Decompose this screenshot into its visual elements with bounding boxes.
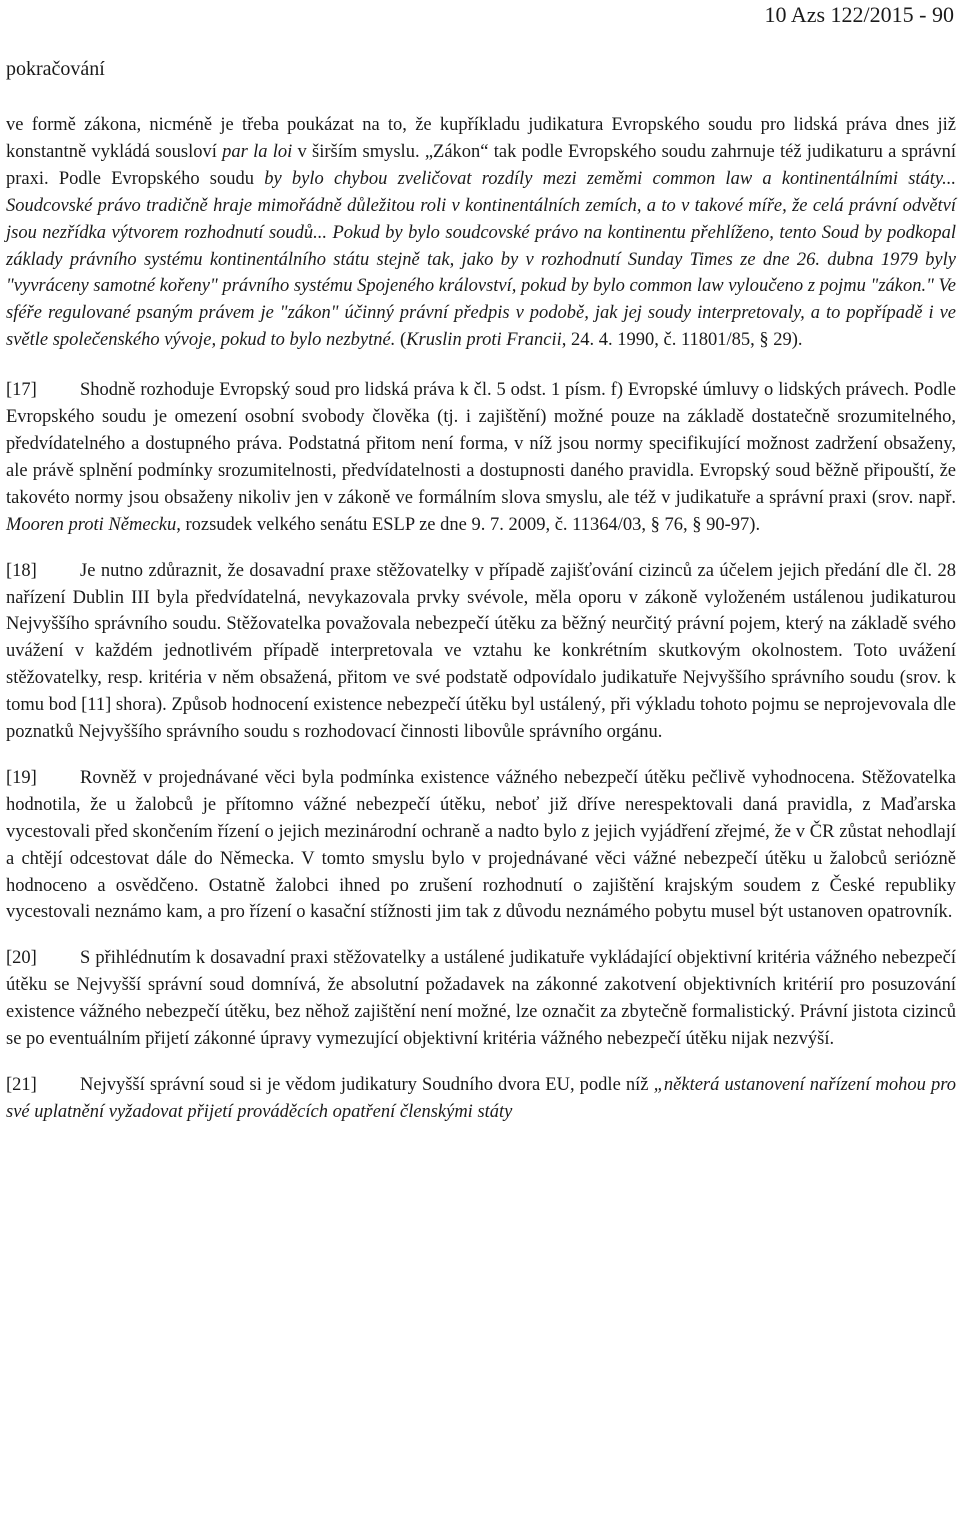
paragraph-text: Rovněž v projednávané věci byla podmínka existence vážného nebezpečí útěku pečlivě vyhodnocena. Stěžovatelka hodnotila, že u žalobců je přítomno vážné nebezpečí útěku, neboť již dříve nerespektovali daná pravidla, z Maďarska vycestovali před skončením řízení o jejich mezinárodní ochraně a nadto bylo z jejich vyjádření zřejmé, že v ČR zůstat nehodlají a chtějí odcestovat dále do Německa. V tomto smyslu bylo v projednávané věci vážné nebezpečí útěku u žalobců seriózně hodnoceno a osvědčeno. Ostatně žalobci ihned po zrušení rozhodnutí o zajištění krajským soudem z České republiky vycestovali neznámo kam, a pro řízení o kasační stížnosti jim tak z důvodu neznámého pobytu musel být ustanoven opatrovník.	[6, 767, 956, 923]
paragraph-number: [18]	[6, 560, 37, 581]
paragraph-text: S přihlédnutím k dosavadní praxi stěžovatelky a ustálené judikatuře vykládající objektivní kritéria vážného nebezpečí útěku se Nejvyšší správní soud domnívá, že absolutní požadavek na zákonné zakotvení objektivních kritérií pro posuzování existence vážného nebezpečí útěku, bez něhož zajištění není možné, lze označit za zbytečně formalistický. Právní jistota cizinců se po eventuálním přijetí zákonné úpravy vymezující objektivní kritéria vážného nebezpečí útěku nijak nezvýší.	[6, 948, 956, 1050]
paragraph-16-continued	[6, 112, 956, 354]
text-run: ve formě zákona, nicméně je třeba poukázat na to, že kupříkladu judikatura Evropského soudu pro lidská práva dnes již konstantně vykládá sousloví	[6, 115, 956, 162]
text-run: , rozsudek velkého senátu ESLP ze dne 9. 7. 2009, č. 11364/03, § 76, § 90-97).	[176, 514, 761, 535]
paragraph-19	[6, 765, 956, 926]
text-run: v širším smyslu. „Zákon“ tak podle Evropského soudu zahrnuje též judikaturu a správní praxi. Podle Evropského soudu	[6, 141, 956, 189]
text-run: (	[395, 330, 407, 351]
case-name-italic: Mooren proti Německu	[6, 514, 177, 535]
text-run: , 24. 4. 1990, č. 11801/85, § 29).	[561, 330, 803, 351]
text-run: Shodně rozhoduje Evropský soud pro lidská práva k čl. 5 odst. 1 písm. f) Evropské úmluvy o lidských právech. Podle Evropského soudu je omezení osobní svobody člověka (tj. i zajištění) možné pouze na základě dostatečně srozumitelného, předvídatelného a dostupného práva. Podstatná přitom není forma, v níž jsou normy specifikující možnost zadržení obsaženy, ale právě splnění podmínky srozumitelnosti, předvídatelnosti a dostupnosti daného pravidla. Evropský soud běžně připouští, že takovéto normy jsou obsaženy nikoliv jen v zákoně ve formálním slova smyslu, ale též v judikatuře a správní praxi (srov. např.	[6, 380, 956, 508]
document-body	[6, 112, 956, 1145]
case-name-italic: Kruslin proti Francii	[406, 330, 562, 351]
case-reference: 10 Azs 122/2015 - 90	[764, 2, 954, 27]
paragraph-text: Je nutno zdůraznit, že dosavadní praxe stěžovatelky v případě zajišťování cizinců za účelem jejich předání dle čl. 28 nařízení Dublin III byla předvídatelná, nevykazovala prvky svévole, měla oporu v zákoně vyloženém ustálenou judikaturou Nejvyššího správního soudu. Stěžovatelka považovala nebezpečí útěku za běžný neurčitý právní pojem, který na základě svého uvážení v každém jednotlivém případě interpretovala ve vztahu ke konkrétním skutkovým okolnostem. Toto uvážení stěžovatelky, resp. kritéria v něm obsažená, přitom ve své podstatě odpovídalo judikatuře Nejvyššího správního soudu (srov. k tomu bod [11] shora). Způsob hodnocení existence nebezpečí útěku byl ustálený, při výkladu tohoto pojmu se neprojevovala dle poznatků Nejvyššího správního soudu s rozhodovací činnosti libovůle správního orgánu.	[6, 560, 956, 743]
paragraph-18	[6, 558, 956, 746]
paragraph-number: [19]	[6, 767, 37, 788]
paragraph-20	[6, 945, 956, 1053]
continuation-label: pokračování	[6, 58, 105, 80]
quotation-italic: „některá ustanovení nařízení mohou pro své uplatnění vyžadovat přijetí prováděcích opatření členskými státy	[6, 1075, 956, 1122]
paragraph-number: [20]	[6, 948, 37, 969]
paragraph-number: [21]	[6, 1075, 37, 1095]
paragraph-21	[6, 1072, 956, 1126]
quotation-italic: by bylo chybou zveličovat rozdíly mezi zeměmi common law a kontinentálními státy... Soudcovské právo tradičně hraje mimořádně důležitou roli v kontinentálních zemích, a to v takové míře, že celá právní odvětví jsou nezřídka výtvorem rozhodnutí soudů... Pokud by bylo soudcovské právo na kontinentu přehlíženo, tento Soud by podkopal základy právního systému kontinentálního státu stejně tak, jako by v rozhodnutí Sunday Times ze dne 26. dubna 1979 byly "vyvráceny samotné kořeny" právního systému Spojeného království, pokud by bylo common law vyloučeno z pojmu "zákon." Ve sféře regulované psaným právem je "zákon" účinný právní předpis v podobě, jak jej soudy interpretovaly, a to popřípadě i ve světle společenského vývoje, pokud to bylo nezbytné.	[6, 168, 956, 351]
paragraph-number: [17]	[6, 380, 37, 401]
italic-run: par la loi	[222, 141, 293, 162]
paragraph-17	[6, 377, 956, 538]
text-run: Nejvyšší správní soud si je vědom judikatury Soudního dvora EU, podle níž	[80, 1075, 654, 1095]
